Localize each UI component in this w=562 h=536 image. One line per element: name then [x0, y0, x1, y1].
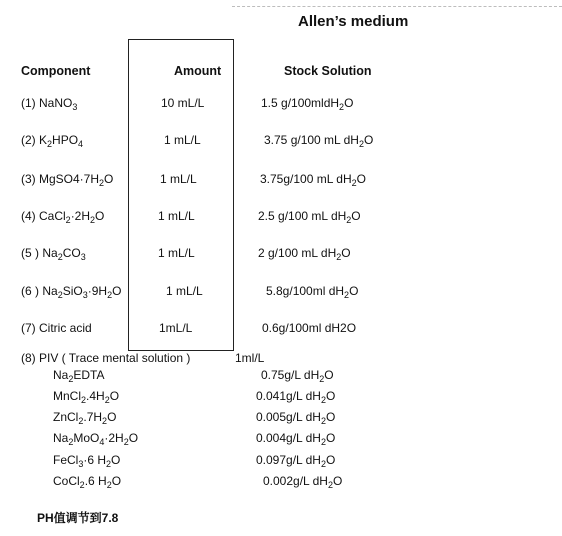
piv-item-component: CoCl$_2$.6 $H_2O$ — [53, 474, 122, 490]
piv-item-component: $ZnCl_2.7H_2O$ — [53, 410, 117, 426]
row-component: (7) Citric acid — [21, 321, 92, 335]
piv-amount: 1ml/L — [235, 351, 265, 365]
row-amount: 10 mL/L — [161, 96, 205, 110]
piv-item-stock: 0.005g/L $dH_2O$ — [256, 410, 336, 426]
piv-item-component: $MnCl_2.4H_2O$ — [53, 389, 120, 405]
piv-item-component: $Na_2EDTA$ — [53, 368, 105, 384]
piv-item-stock: 0.004g/L $dH_2O$ — [256, 431, 336, 447]
row-amount: 1 mL/L — [160, 172, 197, 186]
row-stock: 5.8g/100ml $dH_2O$ — [266, 284, 359, 300]
page-title: Allen’s medium — [298, 13, 409, 30]
row-amount: 1mL/L — [159, 321, 193, 335]
piv-item-stock: 0.75g/L $dH_2O$ — [261, 368, 334, 384]
ph-note: PH值调节到7.8 — [37, 511, 119, 525]
row-component: (2) $K_2HPO_4$ — [21, 133, 84, 149]
piv-item-stock: 0.041g/L $dH_2O$ — [256, 389, 336, 405]
row-component: (1) NaNO$_3$ — [21, 96, 78, 112]
row-component: (4) $CaCl_2\cdot 2H_2O$ — [21, 209, 105, 225]
row-amount: 1 mL/L — [158, 209, 195, 223]
row-amount: 1 mL/L — [166, 284, 203, 298]
row-stock: 1.5 g/100mldH$_2$O — [261, 96, 354, 112]
piv-item-component: FeCl$_3$·6 $H_2O$ — [53, 453, 121, 469]
row-component: (3) $MgSO4\cdot 7H_2O$ — [21, 172, 114, 188]
header-amount: Amount — [174, 64, 222, 78]
amount-column-box — [128, 39, 234, 351]
row-stock: 2.5 g/100 mL $dH_2O$ — [258, 209, 361, 225]
top-dashed-divider — [232, 6, 562, 7]
piv-item-stock: 0.097g/L $dH_2O$ — [256, 453, 336, 469]
piv-item-component: $Na_2MoO_4\cdot 2H_2O$ — [53, 431, 139, 447]
piv-label: (8) PIV ( Trace mental solution ) — [21, 351, 191, 365]
piv-item-stock: 0.002g/L $dH_2O$ — [263, 474, 343, 490]
row-stock: 0.6g/100ml dH2O — [262, 321, 357, 335]
row-amount: 1 mL/L — [158, 246, 195, 260]
row-amount: 1 mL/L — [164, 133, 201, 147]
header-stock-solution: Stock Solution — [284, 64, 372, 78]
row-stock: 2 g/100 mL $dH_2O$ — [258, 246, 351, 262]
row-component: (5 ) $Na_2CO_3$ — [21, 246, 86, 262]
header-component: Component — [21, 64, 91, 78]
row-component: (6 ) $Na_2SiO_3\cdot 9H_2O$ — [21, 284, 122, 300]
row-stock: 3.75g/100 mL $dH_2O$ — [260, 172, 366, 188]
row-stock: 3.75 g/100 mL $dH_2O$ — [264, 133, 374, 149]
